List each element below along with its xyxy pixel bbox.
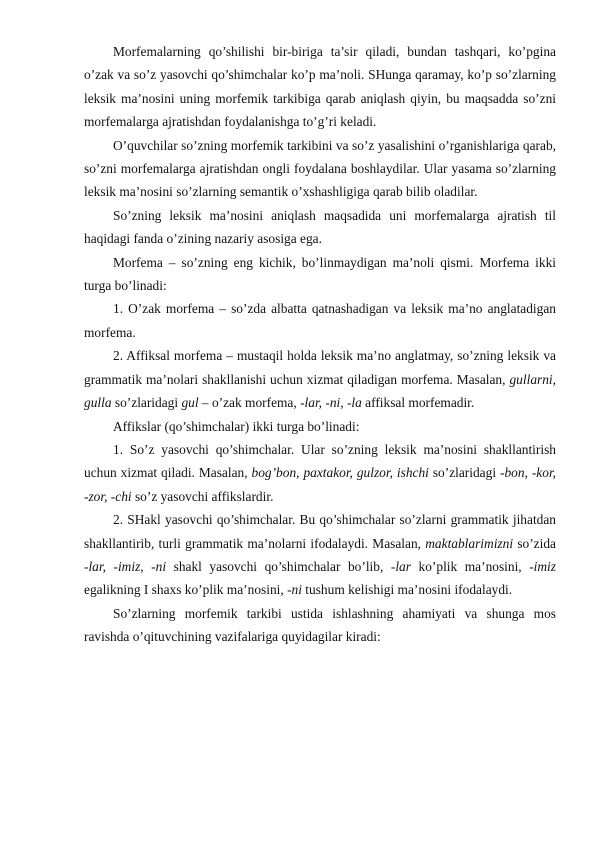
example-affixes: -lar, -imiz, -ni (84, 558, 167, 574)
text-run: tushum kelishigi ma’nosini ifodalaydi. (301, 582, 513, 598)
text-run: ko’plik ma’nosini, (410, 558, 530, 574)
example-word: maktablarimizni (425, 535, 514, 551)
paragraph-root-morpheme: 1. O’zak morfema – so’zda albatta qatnashadigan va leksik ma’no anglatadigan morfema. (84, 301, 556, 340)
text-run: so’zlaridagi (111, 395, 182, 411)
paragraph-morpheme-combination: Morfemalarning qo’shilishi bir-biriga ta’sir qiladi, bundan tashqari, ko’pgina o’zak va so’z yasovchi qo’shimchalar ko’p ma’noli. SHunga qaramay, ko’p so’zlarning leksik ma’nosini uning morfemik tarkibiga qarab aniqlash qiyin, bu maqsadda so’zni morfemalarga ajratishdan foydalanishga to’g’ri keladi. (84, 44, 556, 130)
example-root: gul (181, 395, 199, 411)
document-page (84, 40, 556, 649)
text-run: affiksal morfemadir. (361, 395, 475, 411)
example-affix-possessive: -imiz (529, 558, 556, 574)
text-run: – o’zak morfema, (198, 395, 301, 411)
example-words: bog’bon, paxtakor, gulzor, ishchi (251, 465, 429, 481)
text-run: so’zlaridagi (428, 465, 500, 481)
example-affixes: -lar, -ni, -la (300, 395, 362, 411)
text-run: egalikning I shaxs ko’plik ma’nosini, (84, 582, 288, 598)
text-run: shakl yasovchi qo’shimchalar bo’lib, (166, 558, 391, 574)
text-run: so’zida (513, 535, 556, 551)
text-run: so’z yasovchi affikslardir. (131, 488, 274, 504)
paragraph-affix-types: Affikslar (qo’shimchalar) ikki turga bo’linadi: (113, 418, 360, 434)
text-run: 2. SHakl yasovchi qo’shimchalar. Bu qo’shimchalar so’zlarni grammatik jihatdan shakllantirib, turli grammatik ma’nolarni ifodalaydi. Masalan, (84, 512, 556, 551)
example-affixes: -bon, -kor, -zor, -chi (84, 465, 557, 504)
paragraph-students-morphemic: O’quvchilar so’zning morfemik tarkibini va so’z yasalishini o’rganishlariga qarab, so’zni morfemalarga ajratishdan ongli foydalana boshlaydilar. Ular yasama so’zlarning leksik ma’nosini so’zlarning semantik o’xshashligiga qarab bilib oladilar. (84, 137, 556, 200)
paragraph-form-building-affixes (84, 508, 556, 602)
paragraph-word-forming-affixes (84, 438, 556, 508)
example-affix-plural: -lar (390, 558, 411, 574)
example-affix-case: -ni (287, 582, 302, 598)
text-run: 1. So’z yasovchi qo’shimchalar. Ular so’zning leksik ma’nosini shakllantirish uchun xizmat qiladi. Masalan, (84, 441, 556, 481)
paragraph-morpheme-definition: Morfema – so’zning eng kichik, bo’linmaydigan ma’noli qismi. Morfema ikki turga bo’linadi: (84, 254, 556, 294)
paragraph-lexical-meaning: So’zning leksik ma’nosini aniqlash maqsadida uni morfemalarga ajratish til haqidagi fanda o’zining nazariy asosiga ega. (84, 207, 556, 247)
text-run: 2. Affiksal morfema – mustaqil holda leksik ma’no anglatmay, so’zning leksik va grammatik ma’nolari shakllanishi uchun xizmat qiladigan morfema. Masalan, (84, 348, 556, 387)
paragraph-teacher-tasks: So’zlarning morfemik tarkibi ustida ishlashning ahamiyati va shunga mos ravishda o’qituvchining vazifalariga quyidagilar kiradi: (84, 605, 556, 645)
example-words: gullarni, gulla (84, 371, 556, 411)
paragraph-affixal-morpheme (84, 344, 556, 414)
